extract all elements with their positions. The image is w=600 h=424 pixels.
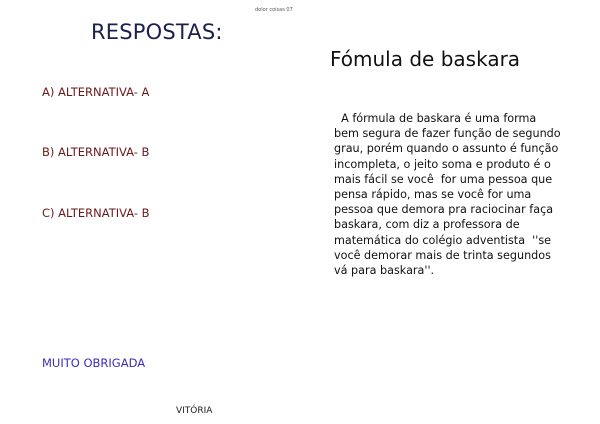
thanks-text: MUITO OBRIGADA xyxy=(42,356,146,370)
header-note: dolor coisas 07 xyxy=(255,7,293,13)
answer-b: B) ALTERNATIVA- B xyxy=(42,145,150,159)
page-title: RESPOSTAS: xyxy=(91,20,223,44)
answer-a: A) ALTERNATIVA- A xyxy=(42,85,150,99)
body-paragraph: A fórmula de baskara é uma forma bem segura de fazer função de segundo grau, porém quando o assunto é função incompleta, o jeito soma e produto é o mais fácil se você for uma pessoa que pensa rápido, mas se você for uma pessoa que demora pra raciocinar faça baskara, com diz a professora de matemática do colégio adventista ''se você demorar mais de trinta segundos vá para baskara''. xyxy=(334,112,565,278)
answer-c: C) ALTERNATIVA- B xyxy=(42,206,150,220)
section-title: Fómula de baskara xyxy=(330,47,521,71)
author-name: VITÓRIA xyxy=(176,406,213,416)
